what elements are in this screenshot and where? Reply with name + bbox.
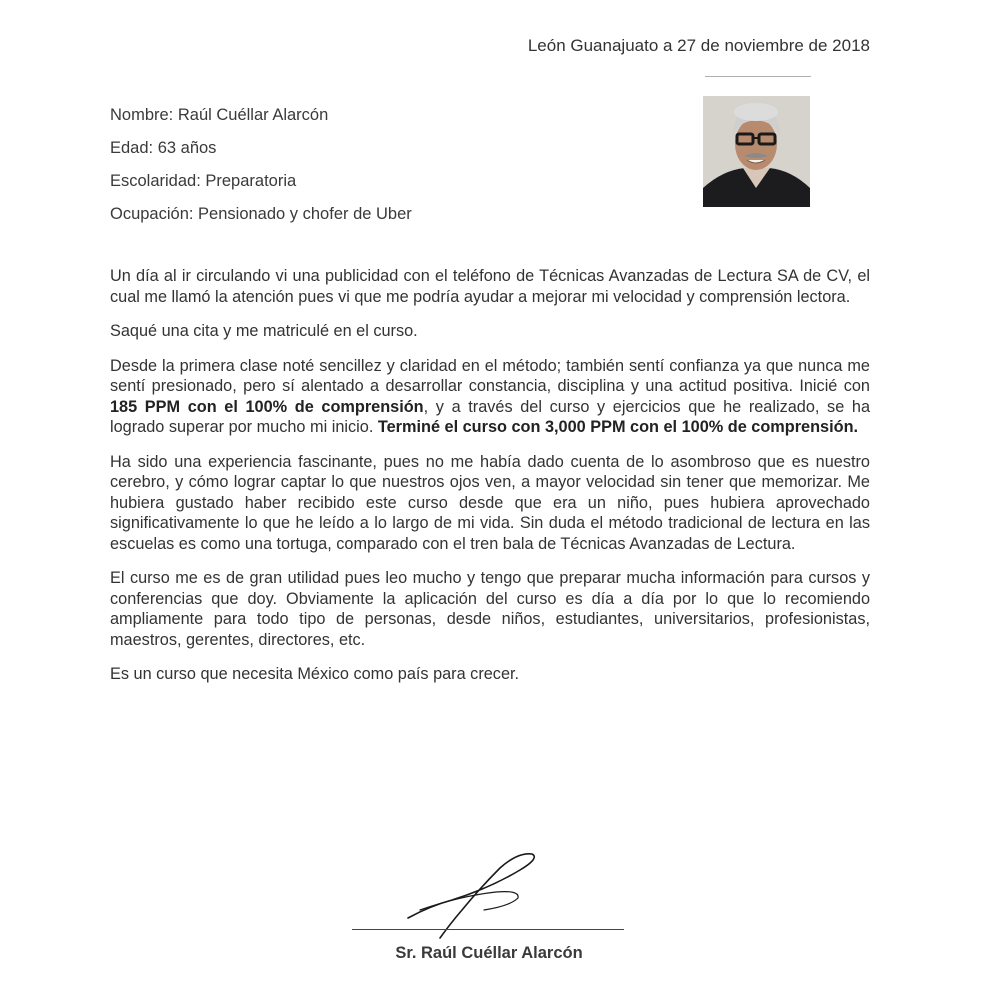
info-occupation: Ocupación: Pensionado y chofer de Uber (110, 205, 412, 223)
personal-info (110, 104, 412, 236)
paragraph-3-text-a: Desde la primera clase noté sencillez y claridad en el método; también sentí confianza ya que nunca me sentí presionado, pero sí alentado a desarrollar constancia, disciplina y una actitud positiva. Inicié con (110, 356, 870, 395)
paragraph-3 (110, 356, 870, 438)
letter-body (110, 266, 870, 699)
paragraph-4: Ha sido una experiencia fascinante, pues no me había dado cuenta de lo asombroso que es nuestro cerebro, y cómo lograr captar lo que nuestros ojos ven, a mayor velocidad sin tener que memorizar. Me hubiera gustado haber recibido este curso desde que era un niño, pues hubiera aprovechado significativamente lo que he leído a lo largo de mi vida. Sin duda el método tradicional de lectura en las escuelas es como una tortuga, comparado con el tren bala de Técnicas Avanzadas de Lectura. (110, 452, 870, 553)
portrait-photo (703, 96, 810, 207)
paragraph-6: Es un curso que necesita México como país para crecer. (110, 665, 520, 683)
paragraph-5: El curso me es de gran utilidad pues leo mucho y tengo que preparar mucha información para cursos y conferencias que doy. Obviamente la aplicación del curso es día a día por lo que lo recomiendo ampliamente para todo tipo de personas, desde niños, estudiantes, universitarios, profesionistas, maestros, gerentes, directores, etc. (110, 569, 870, 649)
date-line: León Guanajuato a 27 de noviembre de 2018 (527, 36, 870, 55)
paragraph-3-bold-start: 185 PPM con el 100% de comprensión (110, 397, 424, 416)
paragraph-2: Saqué una cita y me matriculé en el curso. (110, 322, 418, 340)
info-education: Escolaridad: Preparatoria (110, 172, 297, 190)
info-name: Nombre: Raúl Cuéllar Alarcón (110, 106, 329, 124)
portrait-illustration (703, 96, 810, 207)
paragraph-3-text-c: , y a través del curso y ejercicios que he realizado, se ha logrado superar por mucho mi inicio. (110, 397, 870, 436)
signer-name: Sr. Raúl Cuéllar Alarcón (395, 944, 583, 962)
info-age: Edad: 63 años (110, 139, 217, 157)
date-underline (705, 76, 811, 77)
paragraph-3-bold-end: Terminé el curso con 3,000 PPM con el 100% de comprensión. (377, 418, 859, 436)
signer-name-wrap (0, 944, 1000, 963)
signature-line (352, 929, 624, 930)
paragraph-1: Un día al ir circulando vi una publicidad con el teléfono de Técnicas Avanzadas de Lectura SA de CV, el cual me llamó la atención pues vi que me podría ayudar a mejorar mi velocidad y comprensión lectora. (110, 267, 870, 306)
